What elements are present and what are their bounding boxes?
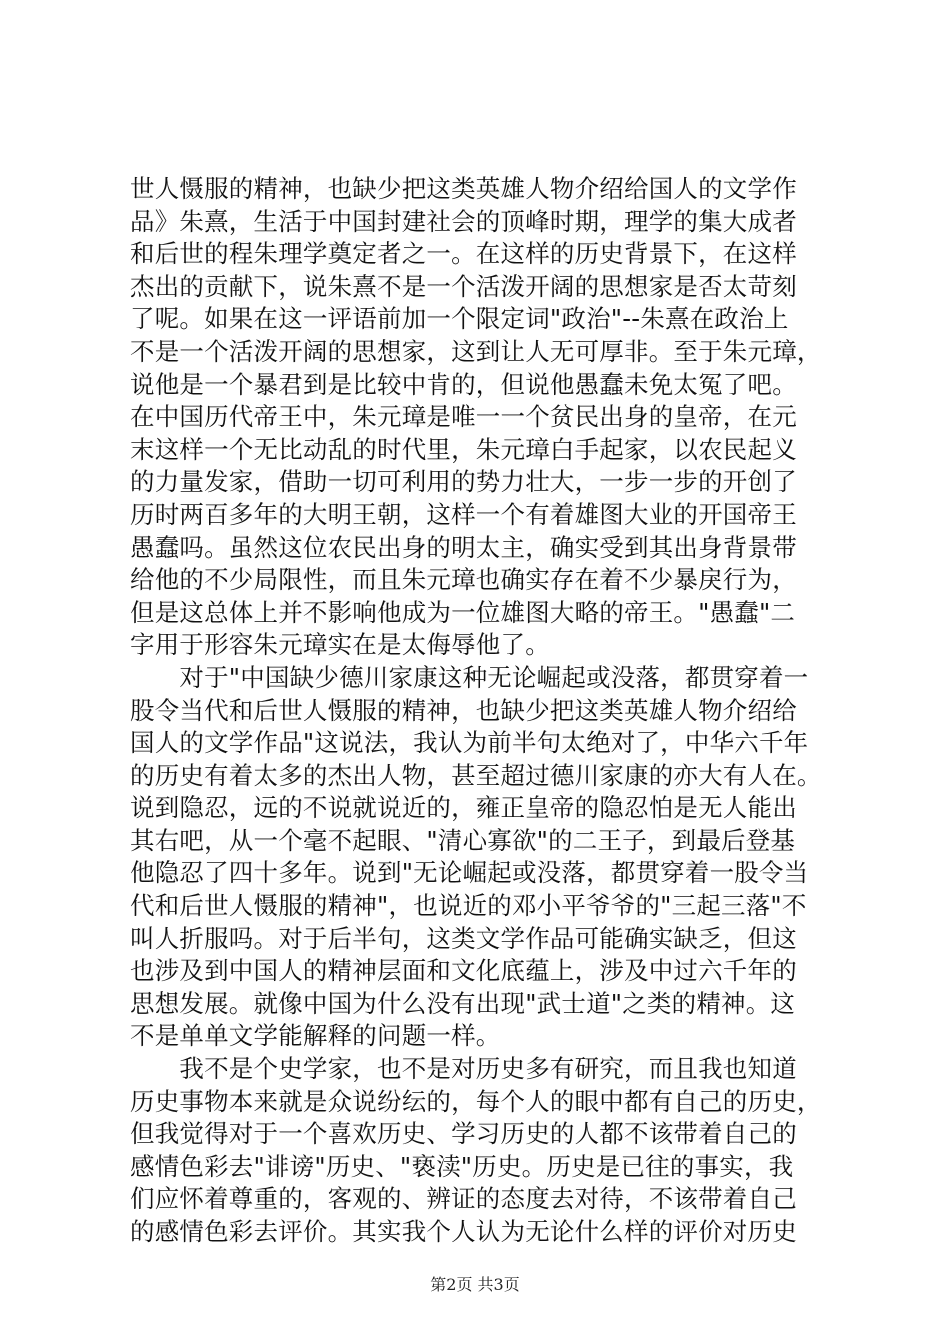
- text-line: 也涉及到中国人的精神层面和文化底蕴上，涉及中过六千年的: [130, 956, 797, 986]
- text-line: 们应怀着尊重的，客观的、辨证的态度去对待，不该带着自己: [130, 1184, 797, 1214]
- text-line: 我不是个史学家，也不是对历史多有研究，而且我也知道: [130, 1054, 797, 1084]
- text-line: 感情色彩去"诽谤"历史、"亵渎"历史。历史是已往的事实，我: [130, 1151, 794, 1181]
- text-line: 国人的文学作品"这说法，我认为前半句太绝对了，中华六千年: [130, 728, 809, 758]
- text-line: 愚蠢吗。虽然这位农民出身的明太主，确实受到其出身背景带: [130, 532, 797, 562]
- text-line: 字用于形容朱元璋实在是太侮辱他了。: [130, 630, 550, 660]
- text-line: 历史事物本来就是众说纷纭的，每个人的眼中都有自己的历史，: [130, 1086, 822, 1116]
- text-line: 其右吧，从一个毫不起眼、"清心寡欲"的二王子，到最后登基: [130, 825, 796, 855]
- text-line: 股令当代和后世人慑服的精神，也缺少把这类英雄人物介绍给: [130, 695, 797, 725]
- body-text: [130, 173, 830, 1249]
- text-line: 不是一个活泼开阔的思想家，这到让人无可厚非。至于朱元璋，: [130, 336, 822, 366]
- text-line: 的历史有着太多的杰出人物，甚至超过德川家康的亦大有人在。: [130, 760, 822, 790]
- text-line: 和后世的程朱理学奠定者之一。在这样的历史背景下，在这样: [130, 239, 797, 269]
- text-line: 叫人折服吗。对于后半句，这类文学作品可能确实缺乏，但这: [130, 923, 797, 953]
- text-line: 说他是一个暴君到是比较中肯的，但说他愚蠢未免太冤了吧。: [130, 369, 797, 399]
- text-line: 但是这总体上并不影响他成为一位雄图大略的帝王。"愚蠢"二: [130, 597, 796, 627]
- text-line: 说到隐忍，远的不说就说近的，雍正皇帝的隐忍怕是无人能出: [130, 793, 797, 823]
- text-line: 对于"中国缺少德川家康这种无论崛起或没落，都贯穿着一: [130, 662, 809, 692]
- page-number: 第2页 共3页: [430, 1275, 520, 1294]
- text-line: 历时两百多年的大明王朝，这样一个有着雄图大业的开国帝王: [130, 499, 797, 529]
- text-line: 世人慑服的精神，也缺少把这类英雄人物介绍给国人的文学作: [130, 174, 797, 203]
- text-line: 末这样一个无比动乱的时代里，朱元璋白手起家，以农民起义: [130, 434, 797, 464]
- text-line: 代和后世人慑服的精神"，也说近的邓小平爷爷的"三起三落"不: [130, 891, 807, 921]
- text-line: 给他的不少局限性，而且朱元璋也确实存在着不少暴戾行为，: [130, 565, 797, 595]
- text-line: 的感情色彩去评价。其实我个人认为无论什么样的评价对历史: [130, 1217, 797, 1246]
- text-line: 在中国历代帝王中，朱元璋是唯一一个贫民出身的皇帝，在元: [130, 402, 797, 432]
- text-line: 思想发展。就像中国为什么没有出现"武士道"之类的精神。这: [130, 988, 796, 1018]
- text-line: 品》朱熹，生活于中国封建社会的顶峰时期，理学的集大成者: [130, 206, 797, 236]
- text-line: 的力量发家，借助一切可利用的势力壮大，一步一步的开创了: [130, 467, 797, 497]
- text-line: 但我觉得对于一个喜欢历史、学习历史的人都不该带着自己的: [130, 1119, 797, 1149]
- text-line: 他隐忍了四十多年。说到"无论崛起或没落，都贯穿着一股令当: [130, 858, 809, 888]
- text-line: 杰出的贡献下，说朱熹不是一个活泼开阔的思想家是否太苛刻: [130, 271, 797, 301]
- text-line: 了呢。如果在这一评语前加一个限定词"政治"--朱熹在政治上: [130, 304, 789, 334]
- text-line: 不是单单文学能解释的问题一样。: [130, 1021, 501, 1051]
